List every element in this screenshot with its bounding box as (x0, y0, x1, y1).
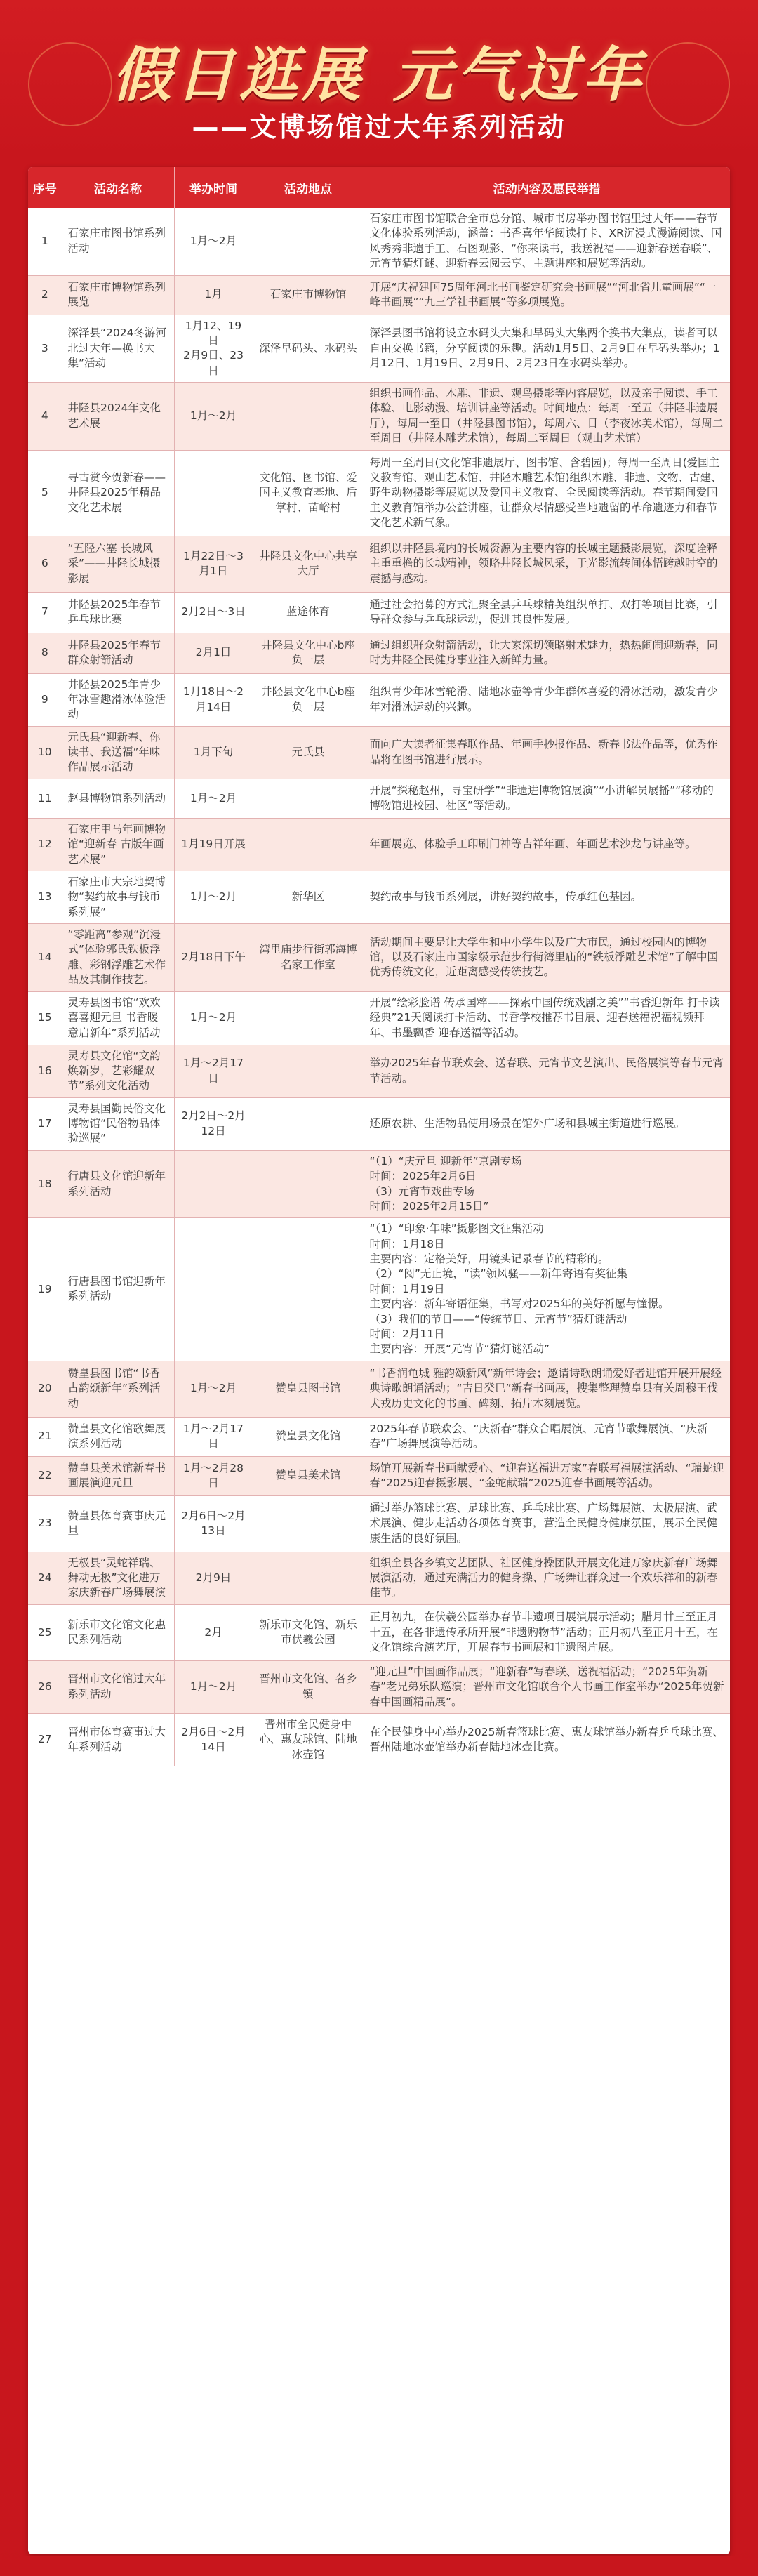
title-part-2: 元气过年 (393, 40, 646, 110)
cell-place: 井陉县文化中心b座负一层 (253, 673, 364, 726)
page-footer (0, 2556, 758, 2576)
cell-time (174, 450, 253, 536)
cell-index: 14 (28, 924, 62, 992)
cell-description: “书香润龟城 雅韵颂新风”新年诗会；邀请诗歌朗诵爱好者进馆开展开展经典诗歌朗诵活动；“吉日癸巳”新春书画展，搜集整理赞皇县有关周穆王伐犬戎历史文化的书画、碑刻、拓片木刻展览。 (364, 1361, 730, 1417)
table-row (28, 633, 730, 673)
cell-time: 1月～2月 (174, 1660, 253, 1713)
cell-index: 5 (28, 450, 62, 536)
cell-index: 24 (28, 1552, 62, 1604)
cell-description: “（1）“庆元旦 迎新年”京剧专场 时间：2025年2月6日 （3）元宵节戏曲专场 时间：2025年2月15日” (364, 1150, 730, 1218)
table-row (28, 1417, 730, 1456)
header-time: 举办时间 (174, 167, 253, 208)
cell-description: 开展“绘彩脸谱 传承国粹——探索中国传统戏剧之美”“书香迎新年 打卡读经典”21天阅读打卡活动、书香学校推荐书目展、迎春送福祝福视频拜年、书墨飘香 迎春送福等活动。 (364, 991, 730, 1045)
cell-description: 活动期间主要是让大学生和中小学生以及广大市民，通过校园内的博物馆，以及石家庄市国家级示范步行街湾里庙的“铁板浮雕艺术馆”了解中国优秀传统文化，近距离感受传统技艺。 (364, 924, 730, 992)
cell-time: 1月～2月 (174, 779, 253, 818)
cell-time: 1月～2月 (174, 871, 253, 923)
cell-index: 20 (28, 1361, 62, 1417)
cell-place (253, 1097, 364, 1150)
cell-place (253, 383, 364, 451)
table-row (28, 383, 730, 451)
cell-activity-name: “五陉六塞 长城风采”——井陉长城摄影展 (62, 536, 174, 592)
cell-time: 2月2日～2月12日 (174, 1097, 253, 1150)
table-row (28, 991, 730, 1045)
table-header-row (28, 167, 730, 208)
cell-time: 1月22日～3月1日 (174, 536, 253, 592)
table-row (28, 1604, 730, 1660)
cell-place (253, 208, 364, 275)
cell-description: 通过组织群众射箭活动，让大家深切领略射术魅力，热热闹闹迎新春，同时为井陉全民健身事业注入新鲜力量。 (364, 633, 730, 673)
cell-place: 文化馆、图书馆、爱国主义教育基地、后掌村、苗峪村 (253, 450, 364, 536)
cell-description: 组织全县各乡镇文艺团队、社区健身操团队开展文化进万家庆新春广场舞展演活动，通过充满活力的健身操、广场舞让群众过一个欢乐祥和的新春佳节。 (364, 1552, 730, 1604)
cell-place: 新乐市文化馆、新乐市伏羲公园 (253, 1604, 364, 1660)
table-row (28, 818, 730, 871)
header-place: 活动地点 (253, 167, 364, 208)
table-row (28, 779, 730, 818)
table-row (28, 1660, 730, 1713)
table-row (28, 1495, 730, 1552)
cell-index: 21 (28, 1417, 62, 1456)
cell-description: 还原农耕、生活物品使用场景在馆外广场和县城主街道进行巡展。 (364, 1097, 730, 1150)
cell-activity-name: 井陉县2025年春节乒乓球比赛 (62, 592, 174, 633)
cell-index: 16 (28, 1045, 62, 1097)
cell-index: 25 (28, 1604, 62, 1660)
cell-time (174, 1218, 253, 1361)
cell-time: 2月6日～2月13日 (174, 1495, 253, 1552)
cell-time: 2月6日～2月14日 (174, 1713, 253, 1766)
cell-description: 通过社会招募的方式汇聚全县乒乓球精英组织单打、双打等项目比赛，引导群众参与乒乓球运动，促进其良性发展。 (364, 592, 730, 633)
cell-activity-name: 行唐县文化馆迎新年系列活动 (62, 1150, 174, 1218)
cell-time: 1月～2月 (174, 991, 253, 1045)
header-desc: 活动内容及惠民举措 (364, 167, 730, 208)
cell-place (253, 991, 364, 1045)
cell-description: 通过举办篮球比赛、足球比赛、乒乓球比赛、广场舞展演、太极展演、武术展演、健步走活动各项体育赛事，营造全民健身健康氛围，展示全民健康生活的良好氛围。 (364, 1495, 730, 1552)
table-row (28, 1456, 730, 1495)
cell-time: 1月18日～2月14日 (174, 673, 253, 726)
cell-activity-name: 灵寿县图书馆“欢欢喜喜迎元旦 书香暖意启新年”系列活动 (62, 991, 174, 1045)
cell-index: 11 (28, 779, 62, 818)
cell-index: 26 (28, 1660, 62, 1713)
activity-table (28, 167, 730, 1766)
cell-activity-name: 井陉县2025年青少年冰雪趣滑冰体验活动 (62, 673, 174, 726)
cell-index: 3 (28, 315, 62, 383)
cell-description: 开展“庆祝建国75周年河北书画鉴定研究会书画展”“河北省儿童画展”“一峰书画展”“九三学社书画展”等多项展览。 (364, 275, 730, 315)
cell-index: 10 (28, 726, 62, 779)
table-row (28, 924, 730, 992)
table-row (28, 536, 730, 592)
cell-description: “（1）“印象·年味”摄影图文征集活动 时间：1月18日 主要内容：定格美好，用镜头记录春节的精彩的。 （2）“阅”无止境，“读”领风骚——新年寄语有奖征集 时间：1月19日 主要内容：新年寄语征集，书写对2025年的美好祈愿与憧憬。 （3）我们的节日——“传统节日、元宵节”猜灯谜活动 时间：2月11日 主要内容：开展“元宵节”猜灯谜活动” (364, 1218, 730, 1361)
cell-activity-name: 寻古赏今贺新春——井陉县2025年精品文化艺术展 (62, 450, 174, 536)
cell-time: 1月～2月 (174, 1361, 253, 1417)
cell-description: 场馆开展新春书画献爱心、“迎春送福进万家”春联写福展演活动、“瑞蛇迎春”2025迎春摄影展、“金蛇献瑞”2025迎春书画展等活动。 (364, 1456, 730, 1495)
table-row (28, 673, 730, 726)
cell-place (253, 1495, 364, 1552)
cell-index: 23 (28, 1495, 62, 1552)
cell-index: 17 (28, 1097, 62, 1150)
page-subtitle: ——文博场馆过大年系列活动 (192, 112, 566, 143)
table-row (28, 1552, 730, 1604)
cell-index: 7 (28, 592, 62, 633)
cell-description: 组织青少年冰雪轮滑、陆地冰壶等青少年群体喜爱的滑冰活动，激发青少年对滑冰运动的兴趣。 (364, 673, 730, 726)
cell-time: 2月2日～3日 (174, 592, 253, 633)
cell-place: 井陉县文化中心b座负一层 (253, 633, 364, 673)
cell-place: 晋州市全民健身中心、惠友球馆、陆地冰壶馆 (253, 1713, 364, 1766)
cell-place: 湾里庙步行街郭海博名家工作室 (253, 924, 364, 992)
cell-index: 22 (28, 1456, 62, 1495)
cell-description: 深泽县图书馆将设立水码头大集和早码头大集两个换书大集点，读者可以自由交换书籍，分享阅读的乐趣。活动1月5日、2月9日在早码头举办；1月12日、1月19日、2月9日、2月23日在水码头举办。 (364, 315, 730, 383)
cell-index: 8 (28, 633, 62, 673)
cell-index: 18 (28, 1150, 62, 1218)
cell-place (253, 818, 364, 871)
cell-index: 13 (28, 871, 62, 923)
cell-description: “迎元旦”中国画作品展；“迎新春”写春联、送祝福活动；“2025年贺新春”老兄弟乐队巡演；晋州市文化馆联合个人书画工作室举办“2025年贺新春中国画精品展”。 (364, 1660, 730, 1713)
cell-index: 2 (28, 275, 62, 315)
cell-description: 开展“探秘赵州，寻宝研学”“非遗进博物馆展演”“小讲解员展播”“移动的博物馆进校园、社区”等活动。 (364, 779, 730, 818)
cell-activity-name: “零距离“参观“沉浸式”体验郭氏铁板浮雕、彩钢浮雕艺术作品及其制作技艺。 (62, 924, 174, 992)
table-row (28, 1097, 730, 1150)
cell-description: 年画展览、体验手工印刷门神等吉祥年画、年画艺术沙龙与讲座等。 (364, 818, 730, 871)
cell-time: 1月～2月17日 (174, 1417, 253, 1456)
cell-time: 2月18日下午 (174, 924, 253, 992)
cell-time: 1月～2月 (174, 208, 253, 275)
cell-description: 2025年春节联欢会、“庆新春”群众合唱展演、元宵节歌舞展演、“庆新春”广场舞展演等活动。 (364, 1417, 730, 1456)
table-row (28, 1361, 730, 1417)
cell-place: 新华区 (253, 871, 364, 923)
page-header (0, 0, 758, 158)
cell-activity-name: 赵县博物馆系列活动 (62, 779, 174, 818)
cell-place: 赞皇县图书馆 (253, 1361, 364, 1417)
cell-activity-name: 深泽县“2024冬游河北过大年—换书大集”活动 (62, 315, 174, 383)
cell-description: 正月初九，在伏羲公园举办春节非遗项目展演展示活动；腊月廿三至正月十五，在各非遗传承所开展“非遗购物节”活动；正月初八至正月十五，在文化馆综合演艺厅，开展春节书画展和非遗图片展。 (364, 1604, 730, 1660)
cell-description: 组织以井陉县境内的长城资源为主要内容的长城主题摄影展览，深度诠释主重重檐的长城精神，领略井陉长城风采，于光影流转间体悟跨越时空的震撼与感动。 (364, 536, 730, 592)
cell-time: 1月12、19日 2月9日、23日 (174, 315, 253, 383)
cell-description: 组织书画作品、木雕、非遗、观鸟摄影等内容展览，以及亲子阅读、手工体验、电影动漫、培训讲座等活动。时间地点：每周一至五（井陉非遗展厅），每周一至日（井陉县图书馆），每周六、日（李夜冰美术馆），每周二至周日（井陉木雕艺术馆），每周二至周日（观山艺术馆） (364, 383, 730, 451)
cell-description: 契约故事与钱币系列展，讲好契约故事，传承红色基因。 (364, 871, 730, 923)
cell-index: 4 (28, 383, 62, 451)
cell-activity-name: 新乐市文化馆文化惠民系列活动 (62, 1604, 174, 1660)
cell-time: 1月～2月 (174, 383, 253, 451)
page-title (0, 28, 758, 113)
cell-time: 1月～2月17日 (174, 1045, 253, 1097)
cell-time: 1月 (174, 275, 253, 315)
cell-place (253, 1218, 364, 1361)
cell-index: 27 (28, 1713, 62, 1766)
cell-index: 15 (28, 991, 62, 1045)
cell-time: 2月 (174, 1604, 253, 1660)
header-name: 活动名称 (62, 167, 174, 208)
cell-place: 深泽早码头、水码头 (253, 315, 364, 383)
cell-place: 元氏县 (253, 726, 364, 779)
cell-description: 面向广大读者征集春联作品、年画手抄报作品、新春书法作品等，优秀作品将在图书馆进行展示。 (364, 726, 730, 779)
cell-time (174, 1150, 253, 1218)
table-row (28, 1218, 730, 1361)
table-row (28, 1150, 730, 1218)
cell-place: 井陉县文化中心共享大厅 (253, 536, 364, 592)
cell-activity-name: 石家庄市博物馆系列展览 (62, 275, 174, 315)
cell-index: 6 (28, 536, 62, 592)
table-row (28, 450, 730, 536)
cell-activity-name: 无极县“灵蛇祥瑞、舞动无极”文化进万家庆新春广场舞展演 (62, 1552, 174, 1604)
table-row (28, 871, 730, 923)
cell-activity-name: 石家庄市图书馆系列活动 (62, 208, 174, 275)
cell-place: 晋州市文化馆、各乡镇 (253, 1660, 364, 1713)
cell-activity-name: 行唐县图书馆迎新年系列活动 (62, 1218, 174, 1361)
cell-activity-name: 赞皇县图书馆“书香古韵颂新年”系列活动 (62, 1361, 174, 1417)
cell-description: 每周一至周日(文化馆非遗展厅、图书馆、含碧园)；每周一至周日(爱国主义教育馆、观山艺术馆、井陉木雕艺术馆)组织木雕、非遗、文物、古建、野生动物摄影等展览以及爱国主义教育、全民阅读等活动。春节期间爱国主义教育馆举办公益讲座，让群众尽情感受当地遗留的革命遗迹力和春节文化艺术新气象。 (364, 450, 730, 536)
cell-activity-name: 晋州市体育赛事过大年系列活动 (62, 1713, 174, 1766)
cell-time: 1月下旬 (174, 726, 253, 779)
cell-index: 9 (28, 673, 62, 726)
cell-index: 19 (28, 1218, 62, 1361)
cell-time: 1月19日开展 (174, 818, 253, 871)
cell-place: 蓝途体育 (253, 592, 364, 633)
cell-description: 在全民健身中心举办2025新春篮球比赛、惠友球馆举办新春乒乓球比赛、晋州陆地冰壶馆举办新春陆地冰壶比赛。 (364, 1713, 730, 1766)
cell-activity-name: 赞皇县体育赛事庆元旦 (62, 1495, 174, 1552)
table-row (28, 1713, 730, 1766)
cell-description: 石家庄市图书馆联合全市总分馆、城市书房举办图书馆里过大年——春节文化体验系列活动，涵盖：书香喜年华阅读打卡、XR沉浸式漫游阅读、国风秀秀非遗手工、石图观影、“你来读书，我送祝福——迎新春送春联”、元宵节猜灯谜、迎新春云阅云享、主题讲座和展览等活动。 (364, 208, 730, 275)
cell-index: 12 (28, 818, 62, 871)
header-index: 序号 (28, 167, 62, 208)
cell-place: 赞皇县美术馆 (253, 1456, 364, 1495)
cell-activity-name: 赞皇县美术馆新春书画展演迎元旦 (62, 1456, 174, 1495)
cell-description: 举办2025年春节联欢会、送春联、元宵节文艺演出、民俗展演等春节元宵节活动。 (364, 1045, 730, 1097)
cell-place (253, 1045, 364, 1097)
table-row (28, 275, 730, 315)
table-row (28, 592, 730, 633)
title-part-1: 假日逛展 (112, 40, 365, 110)
cell-activity-name: 灵寿县国勤民俗文化博物馆“民俗物品体验巡展” (62, 1097, 174, 1150)
cell-place: 赞皇县文化馆 (253, 1417, 364, 1456)
cell-activity-name: 灵寿县文化馆“文韵焕新岁，艺彩耀双节”系列文化活动 (62, 1045, 174, 1097)
table-row (28, 208, 730, 275)
cell-place (253, 1150, 364, 1218)
cell-time: 2月9日 (174, 1552, 253, 1604)
cell-activity-name: 元氏县“迎新春、你读书、我送福”年味作品展示活动 (62, 726, 174, 779)
cell-activity-name: 石家庄市大宗地契博物“契约故事与钱币系列展” (62, 871, 174, 923)
cell-place (253, 779, 364, 818)
table-row (28, 726, 730, 779)
cell-activity-name: 赞皇县文化馆歌舞展演系列活动 (62, 1417, 174, 1456)
cell-index: 1 (28, 208, 62, 275)
cell-activity-name: 石家庄甲马年画博物馆“迎新春 古版年画艺术展” (62, 818, 174, 871)
activity-table-card (28, 167, 730, 2554)
cell-activity-name: 井陉县2024年文化艺术展 (62, 383, 174, 451)
cell-time: 1月～2月28日 (174, 1456, 253, 1495)
cell-place (253, 1552, 364, 1604)
cell-place: 石家庄市博物馆 (253, 275, 364, 315)
cell-time: 2月1日 (174, 633, 253, 673)
table-row (28, 315, 730, 383)
cell-activity-name: 井陉县2025年春节群众射箭活动 (62, 633, 174, 673)
cell-activity-name: 晋州市文化馆过大年系列活动 (62, 1660, 174, 1713)
table-row (28, 1045, 730, 1097)
